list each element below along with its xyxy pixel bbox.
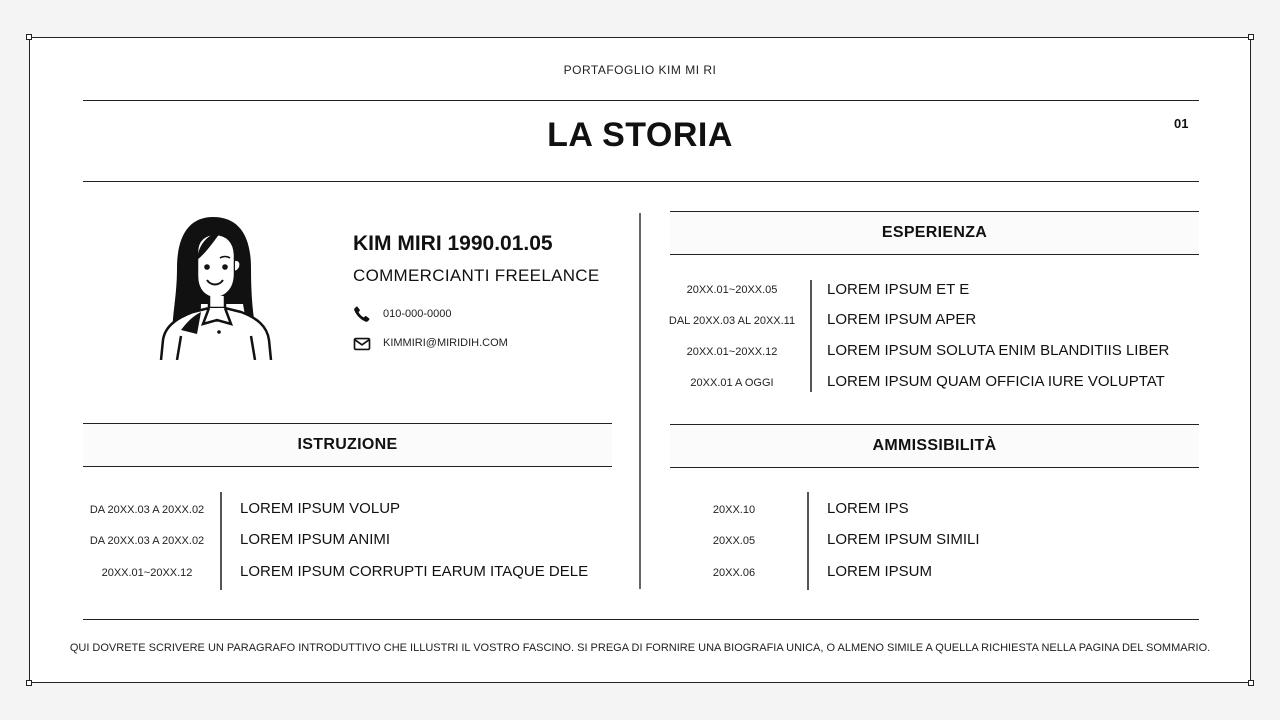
frame-corner-handle — [26, 34, 32, 40]
eligibility-date: 20XX.10 — [712, 504, 756, 516]
header-divider-top — [83, 100, 1199, 101]
frame-corner-handle — [1248, 34, 1254, 40]
eligibility-divider — [807, 492, 809, 590]
page-frame — [29, 37, 1251, 683]
experience-divider — [810, 280, 812, 392]
profile-phone: 010-000-0000 — [383, 308, 452, 320]
experience-item: LOREM IPSUM SOLUTA ENIM BLANDITIIS LIBER — [827, 342, 1170, 359]
eligibility-item: LOREM IPS — [827, 500, 909, 517]
experience-heading-label: ESPERIENZA — [881, 224, 988, 241]
eligibility-heading-label: AMMISSIBILITÀ — [872, 437, 997, 454]
education-divider — [220, 492, 222, 590]
education-item: LOREM IPSUM CORRUPTI EARUM ITAQUE DELE — [240, 563, 589, 580]
education-date: DA 20XX.03 A 20XX.02 — [89, 535, 205, 547]
education-heading-label: ISTRUZIONE — [297, 436, 398, 453]
eligibility-date: 20XX.05 — [712, 535, 756, 547]
footer-divider — [83, 619, 1199, 620]
education-item: LOREM IPSUM ANIMI — [240, 531, 391, 548]
frame-corner-handle — [1248, 680, 1254, 686]
experience-item: LOREM IPSUM APER — [827, 311, 977, 328]
education-item: LOREM IPSUM VOLUP — [240, 500, 401, 517]
phone-icon — [352, 304, 372, 324]
experience-heading — [670, 211, 1199, 255]
experience-date: 20XX.01~20XX.05 — [686, 284, 778, 296]
page-number: 01 — [1174, 116, 1189, 131]
profile-role: COMMERCIANTI FREELANCE — [353, 266, 600, 285]
profile-name: KIM MIRI 1990.01.05 — [353, 232, 553, 255]
column-divider — [639, 213, 641, 589]
experience-item: LOREM IPSUM QUAM OFFICIA IURE VOLUPTAT — [827, 373, 1165, 390]
eligibility-heading — [670, 424, 1199, 468]
eligibility-date: 20XX.06 — [712, 567, 756, 579]
footer-paragraph: QUI DOVRETE SCRIVERE UN PARAGRAFO INTRODUTTIVO CHE ILLUSTRI IL VOSTRO FASCINO. SI PREGA DI FORNIRE UNA BIOGRAFIA UNICA, O ALMENO SIMILE A QUELLA RICHIESTA NELLA PAGINA DEL SOMMARIO. — [69, 642, 1211, 654]
education-date: 20XX.01~20XX.12 — [101, 567, 193, 579]
portfolio-label: PORTAFOGLIO KIM MI RI — [563, 63, 717, 77]
eligibility-item: LOREM IPSUM SIMILI — [827, 531, 980, 548]
profile-email: KIMMIRI@MIRIDIH.COM — [383, 337, 508, 349]
experience-date: DAL 20XX.03 AL 20XX.11 — [668, 315, 796, 327]
eligibility-item: LOREM IPSUM — [827, 563, 933, 580]
experience-date: 20XX.01~20XX.12 — [686, 346, 778, 358]
education-date: DA 20XX.03 A 20XX.02 — [89, 504, 205, 516]
experience-date: 20XX.01 A OGGI — [690, 377, 774, 389]
frame-corner-handle — [26, 680, 32, 686]
education-heading — [83, 423, 612, 467]
page-title: LA STORIA — [547, 116, 733, 154]
avatar — [153, 212, 283, 360]
experience-item: LOREM IPSUM ET E — [827, 281, 970, 298]
header-divider-bottom — [83, 181, 1199, 182]
mail-icon — [352, 334, 372, 354]
